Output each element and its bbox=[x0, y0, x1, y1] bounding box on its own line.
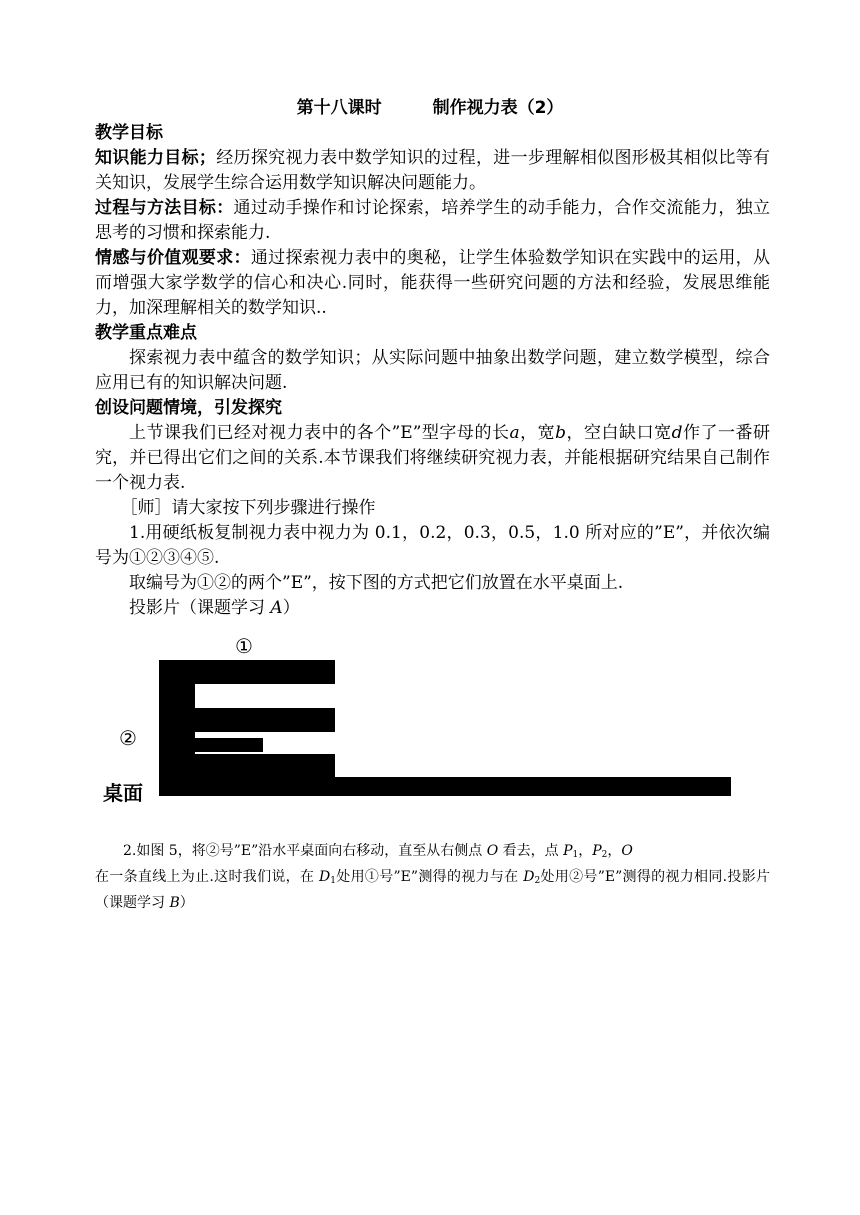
point-p2: P bbox=[592, 843, 602, 859]
e2-arm bbox=[159, 738, 263, 752]
intro-text-2: ，宽 bbox=[519, 423, 556, 443]
label-e1: ① bbox=[235, 634, 253, 658]
label-desk: 桌面 bbox=[103, 781, 143, 805]
e1-middle-arm bbox=[159, 708, 335, 732]
point-d2: D bbox=[523, 869, 535, 885]
intro-text-1: 上节课我们已经对视力表中的各个”E”型字母的长 bbox=[129, 423, 510, 443]
label-e2: ② bbox=[119, 726, 137, 750]
sub-1: 1 bbox=[572, 850, 579, 860]
point-o: O bbox=[486, 843, 499, 859]
step2-text-2: 看去，点 bbox=[498, 843, 564, 859]
knowledge-goal-lead: 知识能力目标； bbox=[95, 148, 216, 168]
step-1: 1.用硬纸板复制视力表中视力为 0.1，0.2，0.3，0.5，1.0 所对应的”E”，并依次编号为①②③④⑤. bbox=[95, 523, 770, 568]
step2-comma-1: ， bbox=[578, 843, 593, 859]
goals-heading: 教学目标 bbox=[95, 123, 163, 143]
projection-a-var: A bbox=[270, 598, 283, 618]
step2-text-3: 在一条直线上为止.这时我们说，在 bbox=[95, 869, 320, 885]
key-points-text: 探索视力表中蕴含的数学知识；从实际问题中抽象出数学问题，建立数学模型，综合应用已有的知识解决问题. bbox=[95, 348, 770, 393]
emotion-goal-text: 通过探索视力表中的奥秘，让学生体验数学知识在实践中的运用，从而增强大家学数学的信心和决心.同时，能获得一些研究问题的方法和经验，发展思维能力，加深理解相关的数学知识.. bbox=[95, 248, 771, 318]
point-p1: P bbox=[563, 843, 573, 859]
var-a: a bbox=[509, 423, 520, 443]
process-goal-lead: 过程与方法目标： bbox=[95, 198, 234, 218]
step-2 bbox=[95, 840, 770, 914]
projection-a bbox=[95, 596, 770, 621]
step2-comma-2: ， bbox=[607, 843, 622, 859]
projection-a-suffix: ） bbox=[282, 598, 300, 618]
step2-text-6: ） bbox=[179, 895, 194, 911]
desk-surface bbox=[159, 777, 731, 796]
point-o-2: O bbox=[621, 843, 633, 859]
lesson-title: 第十八课时 制作视力表（2） bbox=[296, 98, 564, 118]
teacher-line: ［师］请大家按下列步骤进行操作 bbox=[120, 498, 376, 518]
intro-heading: 创设问题情境，引发探究 bbox=[95, 398, 282, 418]
step-1-b: 取编号为①②的两个”E”，按下图的方式把它们放置在水平桌面上. bbox=[129, 573, 624, 593]
step2-text-1: 2.如图 5，将②号”E”沿水平桌面向右移动，直至从右侧点 bbox=[123, 843, 487, 859]
knowledge-goal-text: 经历探究视力表中数学知识的过程，进一步理解相似图形极其相似比等有关知识，发展学生综合运用数学知识解决问题能力。 bbox=[95, 148, 771, 193]
intro-paragraph bbox=[95, 421, 770, 496]
sub-2: 2 bbox=[601, 850, 608, 860]
sub-d2: 2 bbox=[534, 876, 541, 886]
knowledge-goal bbox=[95, 146, 770, 196]
step2-text-4: 处用①号”E”测得的视力与在 bbox=[336, 869, 524, 885]
process-goal-text: 通过动手操作和讨论探索，培养学生的动手能力，合作交流能力，独立思考的习惯和探索能力. bbox=[95, 198, 771, 243]
intro-text-3: ，空白缺口宽 bbox=[566, 423, 672, 443]
key-points-heading: 教学重点难点 bbox=[95, 323, 197, 343]
e1-top-arm bbox=[159, 660, 335, 684]
intro-text-4: 作了一番研究，并已得出它们之间的关系.本节课我们将继续研究视力表，并能根据研究结果自己制作一个视力表. bbox=[95, 423, 771, 493]
lesson-body bbox=[95, 121, 770, 621]
var-d: d bbox=[671, 423, 683, 443]
sub-d1: 1 bbox=[330, 876, 336, 886]
projection-b-var: B bbox=[169, 895, 180, 911]
e-letters-figure bbox=[95, 634, 745, 804]
step2-text-5: 处用②号”E”测得的视力相同.投影片（课题学习 bbox=[95, 869, 771, 911]
process-goal bbox=[95, 196, 770, 246]
var-b: b bbox=[555, 423, 567, 443]
projection-a-prefix: 投影片（课题学习 bbox=[129, 598, 271, 618]
point-d1: D bbox=[319, 869, 331, 885]
emotion-goal bbox=[95, 246, 770, 321]
emotion-goal-lead: 情感与价值观要求： bbox=[95, 248, 251, 268]
